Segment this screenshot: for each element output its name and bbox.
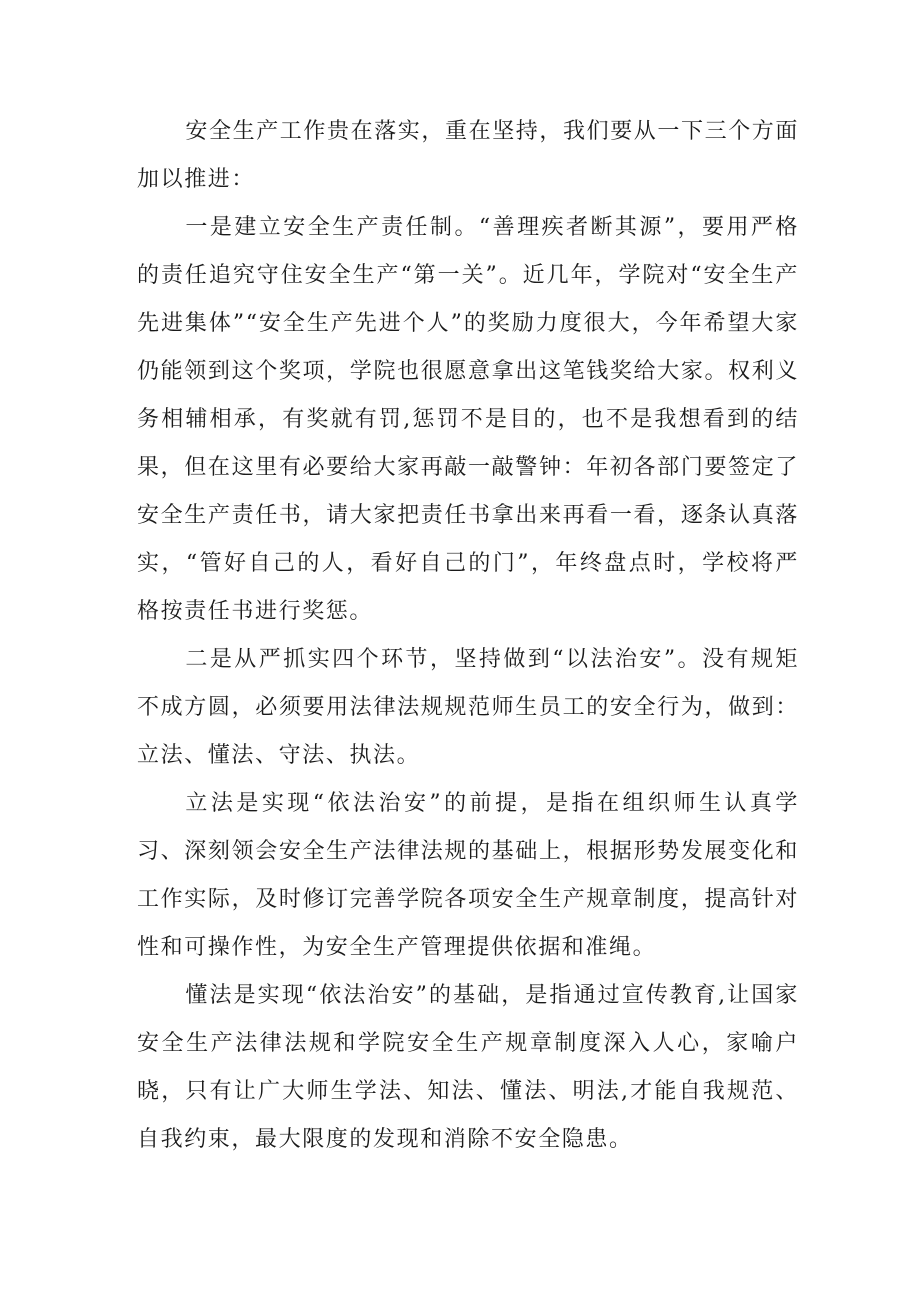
paragraph-four-links: 二是从严抓实四个环节，坚持做到“以法治安”。没有规矩不成方圆，必须要用法律法规规范师生员工的安全行为，做到：立法、懂法、守法、执法。 [137, 647, 799, 768]
document-body [137, 108, 799, 1164]
paragraph-understanding-law: 懂法是实现“依法治安”的基础，是指通过宣传教育,让国家安全生产法律法规和学院安全生产规章制度深入人心，家喻户晓，只有让广大师生学法、知法、懂法、明法,才能自我规范、自我约束，最大限度的发现和消除不安全隐患。 [137, 983, 799, 1152]
paragraph-intro: 安全生产工作贵在落实，重在坚持，我们要从一下三个方面加以推进： [137, 119, 799, 192]
paragraph-legislation: 立法是实现“依法治安”的前提，是指在组织师生认真学习、深刻领会安全生产法律法规的基础上，根据形势发展变化和工作实际，及时修订完善学院各项安全生产规章制度，提高针对性和可操作性，为安全生产管理提供依据和准绳。 [137, 791, 799, 960]
paragraph-responsibility-system: 一是建立安全生产责任制。“善理疾者断其源”，要用严格的责任追究守住安全生产“第一关”。近几年，学院对“安全生产先进集体”“安全生产先进个人”的奖励力度很大，今年希望大家仍能领到这个奖项，学院也很愿意拿出这笔钱奖给大家。权利义务相辅相承，有奖就有罚,惩罚不是目的，也不是我想看到的结果，但在这里有必要给大家再敲一敲警钟：年初各部门要签定了安全生产责任书，请大家把责任书拿出来再看一看，逐条认真落实，“管好自己的人，看好自己的门”，年终盘点时，学校将严格按责任书进行奖惩。 [137, 215, 799, 624]
